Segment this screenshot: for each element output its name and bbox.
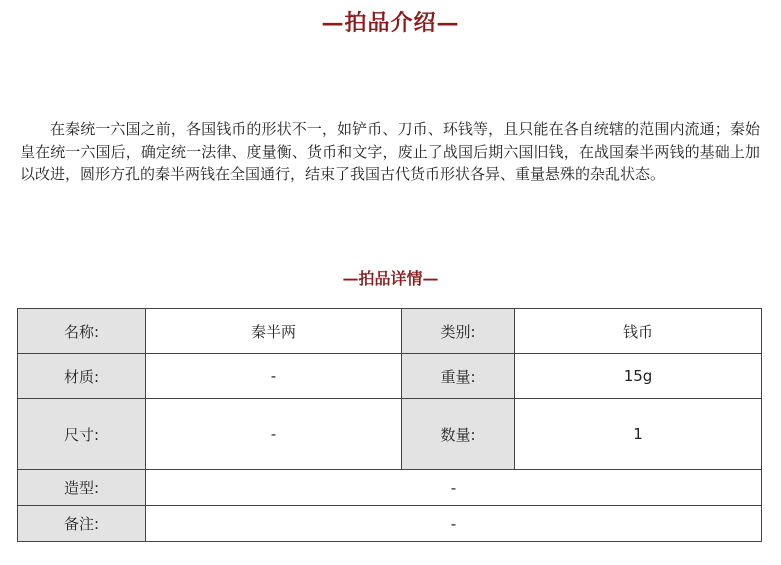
notes-label: 备注: <box>18 506 146 542</box>
material-value: - <box>146 354 402 399</box>
details-table <box>17 308 762 542</box>
category-label: 类别: <box>402 309 515 354</box>
table-row-name <box>18 309 762 354</box>
notes-value: - <box>146 506 762 542</box>
table-row-material <box>18 354 762 399</box>
table-row-notes <box>18 506 762 542</box>
table-row-size <box>18 399 762 470</box>
size-label: 尺寸: <box>18 399 146 470</box>
weight-label: 重量: <box>402 354 515 399</box>
weight-value: 15g <box>515 354 762 399</box>
category-value: 钱币 <box>515 309 762 354</box>
size-value: - <box>146 399 402 470</box>
intro-paragraph: 在秦统一六国之前，各国钱币的形状不一，如铲币、刀币、环钱等，且只能在各自统辖的范围内流通；秦始皇在统一六国后，确定统一法律、度量衡、货币和文字，废止了战国后期六国旧钱，在战国秦半两钱的基础上加以改进，圆形方孔的秦半两钱在全国通行，结束了我国古代货币形状各异、重量悬殊的杂乱状态。 <box>20 120 760 183</box>
table-row-shape <box>18 470 762 506</box>
shape-value: - <box>146 470 762 506</box>
name-value: 秦半两 <box>146 309 402 354</box>
quantity-label: 数量: <box>402 399 515 470</box>
name-label: 名称: <box>18 309 146 354</box>
details-title: —拍品详情— <box>342 269 439 288</box>
material-label: 材质: <box>18 354 146 399</box>
intro-title: —拍品介绍— <box>321 10 460 36</box>
shape-label: 造型: <box>18 470 146 506</box>
quantity-value: 1 <box>515 399 762 470</box>
